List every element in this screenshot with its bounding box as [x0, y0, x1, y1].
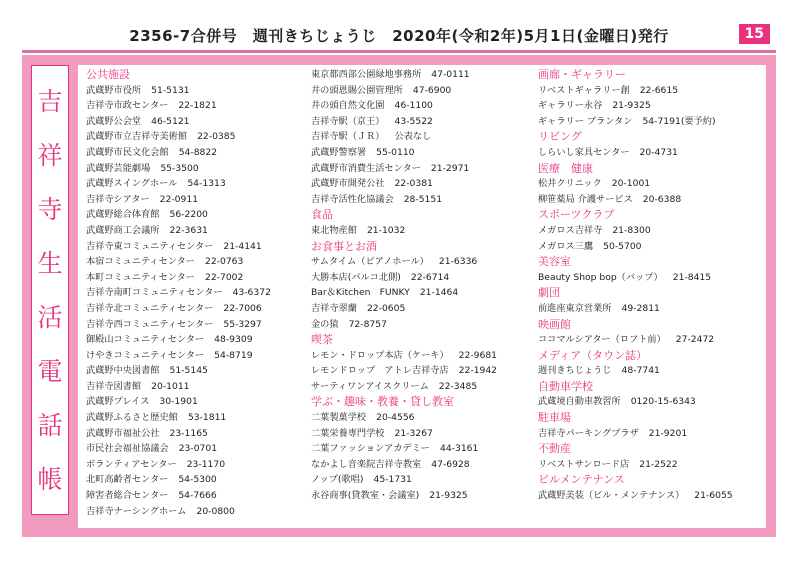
directory-entry [311, 317, 537, 333]
entry-name: 武蔵野市立吉祥寺美術館 [86, 131, 188, 143]
directory-entry [311, 363, 537, 379]
entry-phone: 21-1464 [419, 287, 459, 299]
entry-phone: 51-5131 [151, 84, 190, 96]
vertical-title-char: 寺 [37, 194, 63, 224]
directory-entry [86, 129, 306, 145]
entry-phone: 21-8415 [672, 271, 712, 283]
directory-entry [86, 457, 306, 473]
entry-phone: 44-3161 [439, 443, 479, 455]
vertical-title [32, 66, 68, 514]
directory-entry [86, 176, 306, 192]
entry-phone: 22-0381 [394, 178, 433, 190]
entry-phone: 43-5522 [394, 115, 433, 127]
directory-entry [311, 441, 537, 457]
page-header [22, 22, 776, 53]
entry-name: 井の頭恩賜公園管理所 [311, 84, 403, 96]
header-title: 2356-7合併号 週刊きちじょうじ 2020年(令和2年)5月1日(金曜日)発行 [129, 27, 669, 45]
entry-name: ボランティアセンター [86, 458, 177, 470]
vertical-title-char: 電 [37, 356, 63, 386]
entry-phone: 55-3500 [160, 162, 199, 174]
entry-phone: 27-2472 [675, 334, 715, 346]
entry-name: 吉祥寺東コミュニティセンター [86, 240, 214, 252]
entry-phone: 22-0605 [366, 302, 406, 314]
entry-name: 吉祥寺南町コミュニティセンター [86, 287, 223, 299]
entry-name: 吉祥寺パーキングプラザ [538, 427, 639, 439]
entry-phone: 23-1170 [186, 458, 226, 470]
entry-phone: 22-6615 [639, 84, 679, 96]
directory-entry [311, 161, 537, 177]
entry-phone: 22-1821 [178, 100, 217, 112]
directory-entry [311, 223, 537, 239]
category-heading: 不動産 [538, 442, 571, 456]
entry-phone: 45-1731 [373, 474, 412, 486]
entry-phone: 55-3297 [223, 318, 262, 330]
entry-phone: 公表なし [394, 131, 432, 143]
entry-phone: 30-1901 [159, 396, 198, 408]
entry-phone: 28-5151 [403, 193, 443, 205]
directory-entry [538, 332, 764, 348]
entry-phone: 20-1001 [611, 178, 651, 190]
entry-name: サムタイム（ピアノホール） [311, 256, 429, 268]
vertical-title-char: 話 [37, 410, 63, 440]
entry-phone: 21-6055 [694, 490, 733, 502]
directory-entry [538, 457, 764, 473]
entry-phone: 22-0763 [204, 256, 244, 268]
entry-name: 市民社会福祉協議会 [86, 443, 169, 455]
directory-entry [538, 83, 764, 99]
entry-phone: 20-4556 [376, 412, 415, 424]
directory-entry [86, 254, 306, 270]
category-heading: ビルメンテナンス [538, 473, 625, 487]
entry-name: 本町コミュニティセンター [86, 271, 195, 283]
entry-phone: 22-3485 [438, 380, 478, 392]
entry-phone: 56-2200 [169, 209, 208, 221]
entry-phone: 54-7666 [178, 490, 217, 502]
entry-phone: 20-4731 [639, 146, 678, 158]
entry-phone: 46-1100 [394, 100, 433, 112]
entry-name: けやきコミュニティセンター [86, 349, 205, 361]
entry-name: 武蔵野市福祉公社 [86, 427, 160, 439]
directory-entry [538, 223, 764, 239]
entry-name: 吉祥寺駅（ＪＲ） [311, 131, 385, 143]
entry-name: 吉祥寺北コミュニティセンター [86, 302, 214, 314]
entry-phone: 21-8300 [612, 224, 651, 236]
entry-phone: 46-5121 [151, 115, 190, 127]
directory-entry [86, 207, 306, 223]
entry-name: 井の頭自然文化園 [311, 100, 385, 112]
category-heading: 学ぶ・趣味・教養・貸し教室 [311, 395, 454, 409]
category-heading: 画廊・ギャラリー [538, 68, 626, 81]
directory-entry [86, 145, 306, 161]
entry-name: メガロス吉祥寺 [538, 224, 603, 236]
category-heading: 医療 健康 [538, 161, 593, 175]
directory-entry [86, 161, 306, 177]
entry-phone: 22-0911 [159, 193, 199, 205]
entry-name: 本宿コミュニティセンター [86, 256, 195, 268]
entry-name: リベストサンロード店 [538, 458, 630, 470]
entry-name: 武蔵野スイングホール [86, 178, 178, 190]
entry-phone: 23-0701 [178, 443, 218, 455]
entry-phone: 22-7006 [223, 302, 262, 314]
entry-name: サーティワンアイスクリーム [311, 380, 429, 392]
entry-name: 武蔵野市民文化会館 [86, 146, 169, 158]
entry-phone: 20-1011 [151, 380, 190, 392]
entry-name: 武蔵野総合体育館 [86, 209, 160, 221]
directory-entry [86, 192, 306, 208]
category-heading: 劇団 [538, 286, 560, 300]
entry-name: ギャラリー ブランタン [538, 115, 633, 127]
directory-entry [538, 426, 764, 442]
entry-name: 東京都西部公園緑地事務所 [311, 69, 422, 80]
directory-entry [538, 301, 764, 317]
directory-entry [311, 348, 537, 364]
directory-entry [311, 176, 537, 192]
directory-entry [86, 301, 306, 317]
directory-entry [86, 504, 306, 520]
category-heading: 美容室 [538, 255, 571, 269]
entry-phone: 21-1032 [366, 224, 406, 236]
entry-name: 武蔵野商工会議所 [86, 224, 160, 236]
directory-entry [311, 472, 537, 488]
entry-phone: 21-9325 [429, 490, 468, 502]
entry-name: 二葉ファッションアカデミー [311, 443, 430, 455]
directory-entry [311, 270, 537, 286]
entry-phone: 50-5700 [603, 240, 642, 252]
directory-entry [86, 441, 306, 457]
directory-entry [86, 472, 306, 488]
entry-name: 吉祥寺市政センター [86, 100, 169, 112]
entry-name: ココマルシアター（ロフト前） [538, 334, 666, 346]
directory-column-1 [86, 67, 306, 519]
directory-frame [22, 55, 776, 537]
directory-entry [538, 488, 764, 504]
entry-phone: 54-5300 [178, 474, 217, 486]
category-heading: メディア（タウン誌） [538, 348, 648, 362]
directory-entry [86, 363, 306, 379]
directory-entry [86, 348, 306, 364]
directory-entry [86, 426, 306, 442]
entry-phone: 54-1313 [187, 178, 226, 190]
entry-phone: 21-2971 [430, 162, 470, 174]
entry-name: 松井クリニック [538, 178, 602, 190]
category-heading: 喫茶 [311, 333, 333, 347]
directory-entry [538, 145, 764, 161]
category-heading: 映画館 [538, 317, 571, 331]
entry-name: リベストギャラリー創 [538, 84, 630, 96]
entry-phone: 20-6388 [642, 193, 682, 205]
entry-name: Beauty Shop bop（バップ） [538, 271, 663, 283]
category-heading: 公共施設 [86, 68, 130, 81]
entry-name: 武蔵野市開発公社 [311, 178, 385, 190]
directory-entry [311, 426, 537, 442]
directory-entry [311, 488, 537, 504]
category-heading: お食事とお酒 [311, 239, 377, 253]
directory-entry [86, 285, 306, 301]
category-heading: 自動車学校 [538, 379, 593, 393]
entry-phone: 0120-15-6343 [630, 396, 696, 408]
entry-phone: 47-0111 [431, 69, 470, 80]
entry-phone: 48-9309 [214, 334, 253, 346]
directory-entry [311, 254, 537, 270]
entry-name: 吉祥寺駅（京王） [311, 115, 385, 127]
page-number-badge: 15 [739, 24, 770, 44]
directory-entry [538, 176, 764, 192]
entry-name: 大勝本店(パルコ北側) [311, 271, 401, 283]
entry-name: 吉祥寺活性化協議会 [311, 193, 394, 205]
entry-name: 武蔵野ふるさと歴史館 [86, 412, 178, 424]
entry-name: しらいし家具センター [538, 146, 630, 158]
entry-phone: 21-9201 [648, 427, 688, 439]
entry-name: 武蔵野公会堂 [86, 115, 142, 127]
entry-phone: 22-1942 [458, 365, 498, 377]
entry-name: 武蔵野中央図書館 [86, 365, 160, 377]
entry-name: 柳笹薬局 介護サービス [538, 193, 633, 205]
directory-entry [311, 114, 537, 130]
entry-phone: 23-1165 [169, 427, 208, 439]
entry-phone: 54-8719 [214, 349, 253, 361]
category-heading: 駐車場 [538, 411, 571, 425]
directory-entry [538, 98, 764, 114]
directory-entry [86, 317, 306, 333]
directory-entry [86, 410, 306, 426]
directory-entry [311, 192, 537, 208]
entry-phone: 22-7002 [204, 271, 244, 283]
entry-phone: 48-7741 [621, 365, 660, 377]
entry-name: メガロス三鷹 [538, 240, 594, 252]
entry-name: 東北物産館 [311, 224, 357, 236]
entry-name: 吉祥寺西コミュニティセンター [86, 318, 214, 330]
entry-phone: 43-6372 [232, 287, 271, 299]
directory-entry [311, 410, 537, 426]
directory-entry [311, 129, 537, 145]
entry-name: 武蔵境自動車教習所 [538, 396, 621, 408]
entry-name: 吉祥寺図書館 [86, 380, 142, 392]
entry-phone: 54-8822 [178, 146, 218, 158]
vertical-title-char: 帳 [37, 464, 63, 494]
entry-name: 二葉製菓学校 [311, 412, 367, 424]
directory-entry [86, 114, 306, 130]
directory-entry [86, 332, 306, 348]
entry-name: 二葉栄養専門学校 [311, 427, 385, 439]
directory-entry [86, 488, 306, 504]
directory-column-2 [311, 67, 537, 504]
directory-entry [538, 270, 764, 286]
directory-entry [86, 270, 306, 286]
entry-phone: 20-0800 [196, 505, 235, 517]
entry-phone: 21-4141 [223, 240, 262, 252]
entry-name: 金の猿 [311, 318, 339, 330]
entry-name: 障害者総合センター [86, 490, 169, 502]
entry-name: 武蔵野プレイス [86, 396, 150, 408]
entry-phone: 21-2522 [639, 458, 678, 470]
directory-column-3 [538, 67, 764, 504]
entry-name: 北町高齢者センター [86, 474, 169, 486]
entry-name: 前進座東京営業所 [538, 302, 612, 314]
entry-phone: 55-0110 [376, 146, 415, 158]
directory-entry [311, 457, 537, 473]
entry-phone: 72-8757 [348, 318, 387, 330]
entry-name: 武蔵野芸能劇場 [86, 162, 151, 174]
directory-content [78, 65, 766, 528]
entry-name: レモンドロップ アトレ吉祥寺店 [311, 365, 449, 377]
entry-phone: 53-1811 [187, 412, 227, 424]
directory-entry [538, 239, 764, 255]
entry-name: ノップ(歌唱) [311, 474, 364, 486]
entry-name: ギャラリー永谷 [538, 100, 603, 112]
directory-entry [311, 98, 537, 114]
directory-entry [311, 83, 537, 99]
entry-phone: 21-6336 [438, 256, 478, 268]
vertical-title-char: 吉 [37, 86, 63, 116]
entry-phone: 22-9681 [458, 349, 498, 361]
vertical-title-char: 生 [37, 248, 63, 278]
entry-phone: 51-5145 [169, 365, 208, 377]
entry-name: レモン・ドロップ本店（ケーキ） [311, 349, 449, 361]
entry-phone: 54-7191(要予約) [642, 115, 716, 127]
entry-phone: 49-2811 [621, 302, 660, 314]
entry-name: なかよし音楽院吉祥寺教室 [311, 458, 422, 470]
directory-entry [86, 379, 306, 395]
directory-entry [538, 363, 764, 379]
category-heading: 食品 [311, 208, 333, 222]
entry-phone: 22-3631 [169, 224, 208, 236]
entry-phone: 47-6900 [412, 84, 452, 96]
entry-name: 週刊きちじょうじ [538, 365, 612, 377]
vertical-title-box [31, 65, 69, 515]
category-heading: リビング [538, 130, 582, 144]
entry-name: 吉祥寺翠蘭 [311, 302, 357, 314]
entry-name: 吉祥寺ナーシングホーム [86, 505, 187, 517]
directory-entry [86, 83, 306, 99]
entry-name: 永谷商事(貸教室・会議室) [311, 490, 420, 502]
entry-phone: 21-9325 [612, 100, 651, 112]
directory-entry [311, 285, 537, 301]
directory-entry [86, 239, 306, 255]
entry-name: Bar＆Kitchen FUNKY [311, 287, 410, 299]
category-heading: スポーツクラブ [538, 208, 615, 222]
directory-entry [86, 223, 306, 239]
directory-entry [311, 379, 537, 395]
directory-entry [311, 145, 537, 161]
directory-entry [538, 114, 764, 130]
vertical-title-char: 祥 [37, 140, 63, 170]
entry-name: 吉祥寺シアター [86, 193, 150, 205]
entry-name: 武蔵野美装（ビル・メンテナンス） [538, 490, 685, 502]
entry-phone: 22-6714 [410, 271, 450, 283]
entry-phone: 47-6928 [431, 458, 470, 470]
entry-name: 武蔵野市役所 [86, 84, 142, 96]
directory-entry [86, 98, 306, 114]
directory-entry [311, 67, 537, 83]
entry-phone: 21-3267 [394, 427, 433, 439]
entry-name: 御殿山コミュニティセンター [86, 334, 205, 346]
directory-entry [86, 394, 306, 410]
directory-entry [311, 301, 537, 317]
vertical-title-char: 活 [37, 302, 63, 332]
directory-entry [538, 394, 764, 410]
entry-name: 武蔵野警察署 [311, 146, 367, 158]
directory-entry [538, 192, 764, 208]
entry-name: 武蔵野市消費生活センター [311, 162, 421, 174]
entry-phone: 22-0385 [197, 131, 236, 143]
